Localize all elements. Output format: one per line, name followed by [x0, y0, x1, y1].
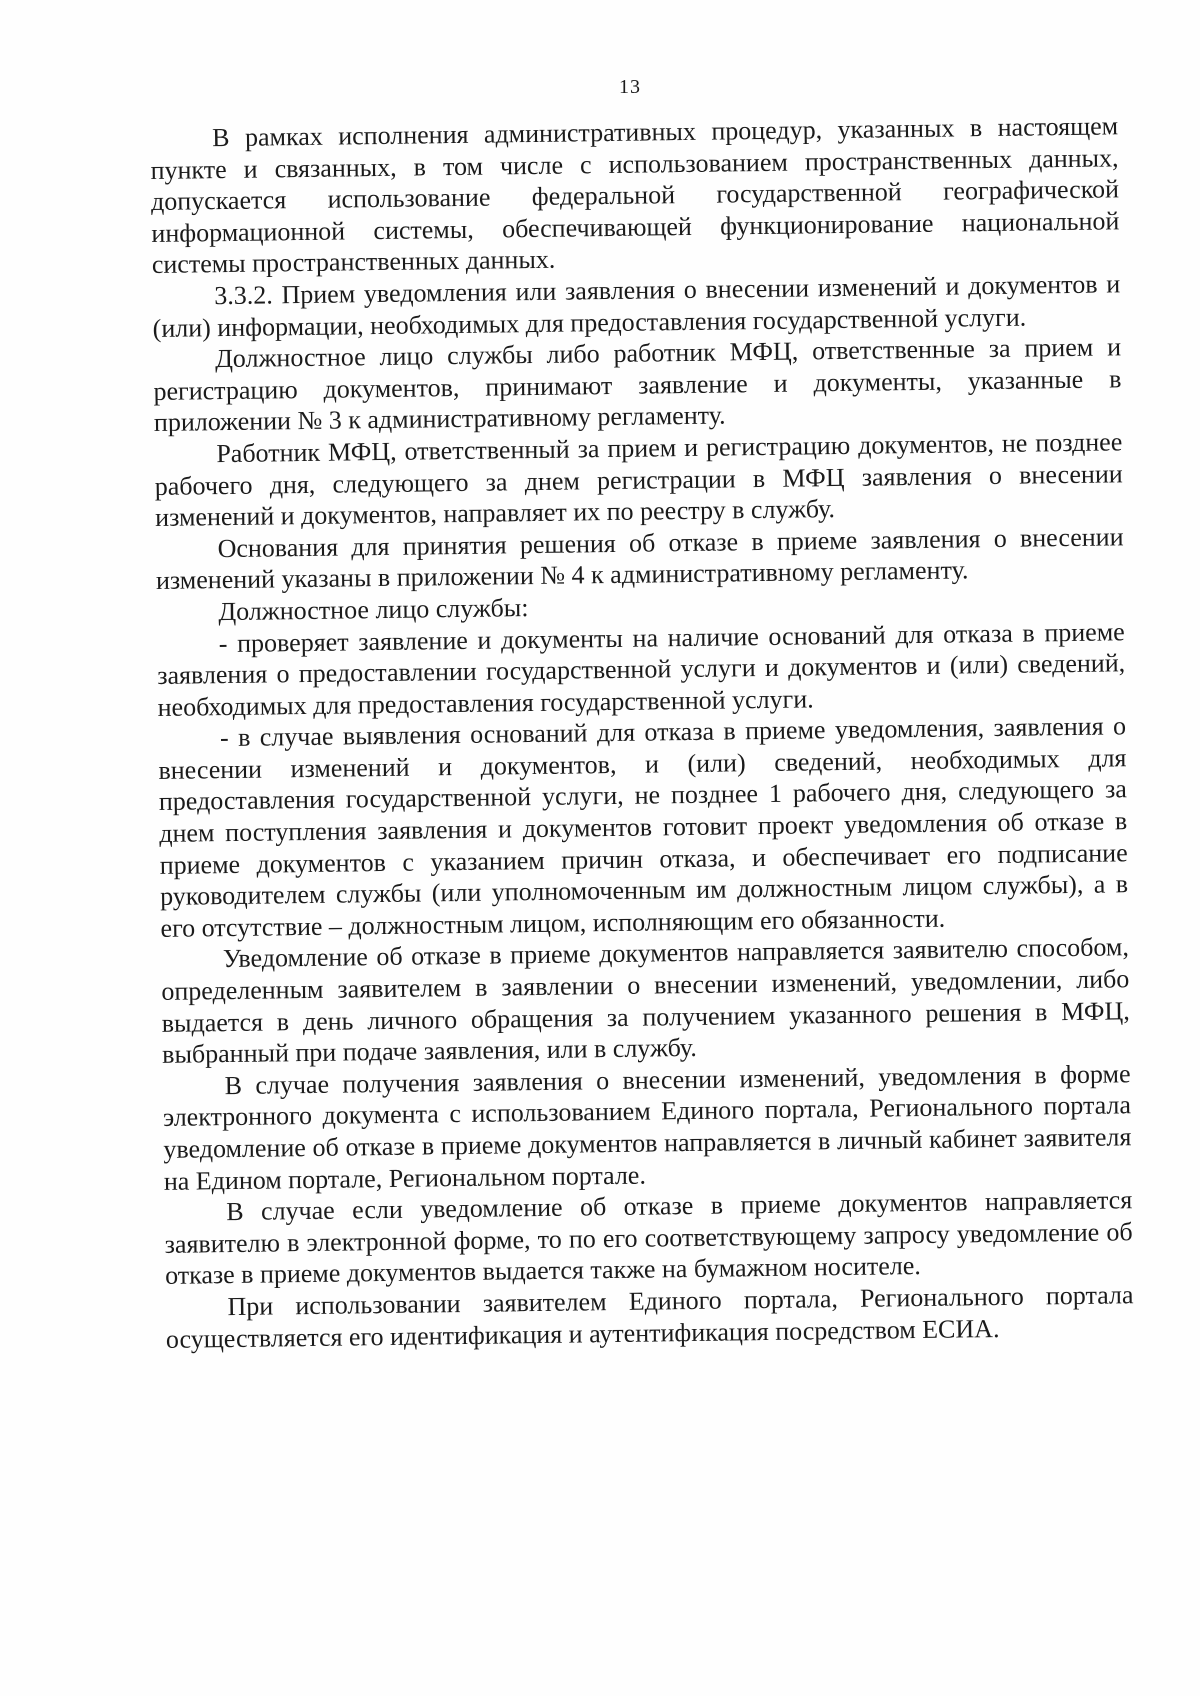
paragraph-document-acceptance: Должностное лицо службы либо работник МФЦ, ответственные за прием и регистрацию документов, принимают заявление и документы, указанные в приложении № 3 к административному регламенту.	[153, 332, 1122, 438]
paragraph-spatial-data: В рамках исполнения административных процедур, указанных в настоящем пункте и связанных, в том числе с использованием пространственных данных, допускается использование федеральной государственной географической информационной системы, обеспечивающей функционирование национальной системы пространственных данных.	[150, 111, 1120, 280]
paragraph-mfc-transfer: Работник МФЦ, ответственный за прием и регистрацию документов, не позднее рабочего дня, следующего за днем регистрации в МФЦ заявления о внесении изменений и документов, направляет их по реестру в службу.	[154, 427, 1123, 533]
paragraph-electronic-submission: В случае получения заявления о внесении изменений, уведомления в форме электронного документа с использованием Единого портала, Регионального портала уведомление об отказе в приеме документов направляется в личный кабинет заявителя на Едином портале, Региональном портале.	[162, 1059, 1132, 1196]
list-item-check-documents: - проверяет заявление и документы на наличие оснований для отказа в приеме заявления о предоставлении государственной услуги и документов и (или) сведений, необходимых для предоставления государственной услуги.	[157, 616, 1126, 722]
paragraph-paper-copy: В случае если уведомление об отказе в приеме документов направляется заявителю в электронной форме, то по его соответствующему запросу уведомление об отказе в приеме документов выдается также на бумажном носителе.	[164, 1185, 1133, 1291]
paragraph-esia-authentication: При использовании заявителем Единого портала, Регионального портала осуществляется его идентификация и аутентификация посредством ЕСИА.	[165, 1280, 1134, 1354]
paragraph-section-3-3-2-heading: 3.3.2. Прием уведомления или заявления о внесении изменений и документов и (или) информации, необходимых для предоставления государственной услуги.	[152, 269, 1121, 343]
document-body	[150, 110, 1134, 1355]
page-number: 13	[619, 76, 641, 98]
paragraph-refusal-delivery: Уведомление об отказе в приеме документов направляется заявителю способом, определенным заявителем в заявлении о внесении изменений, уведомлении, либо выдается в день личного обращения за получением указанного решения в МФЦ, выбранный при подаче заявления, или в службу.	[161, 932, 1130, 1070]
paragraph-official-duties-intro: Должностное лицо службы:	[218, 592, 529, 627]
paragraph-refusal-grounds: Основания для принятия решения об отказе в приеме заявления о внесении изменений указаны в приложении № 4 к административному регламенту.	[155, 522, 1124, 596]
list-item-refusal-notice: - в случае выявления оснований для отказа в приеме уведомления, заявления о внесении изменений и документов, и (или) сведений, необходимых для предоставления государственной услуги, не позднее 1 рабочего дня, следующего за днем поступления заявления и документов готовит проект уведомления об отказе в приеме документов с указанием причин отказа, и обеспечивает его подписание руководителем службы (или уполномоченным им должностным лицом службы), а в его отсутствие – должностным лицом, исполняющим его обязанности.	[158, 711, 1129, 943]
